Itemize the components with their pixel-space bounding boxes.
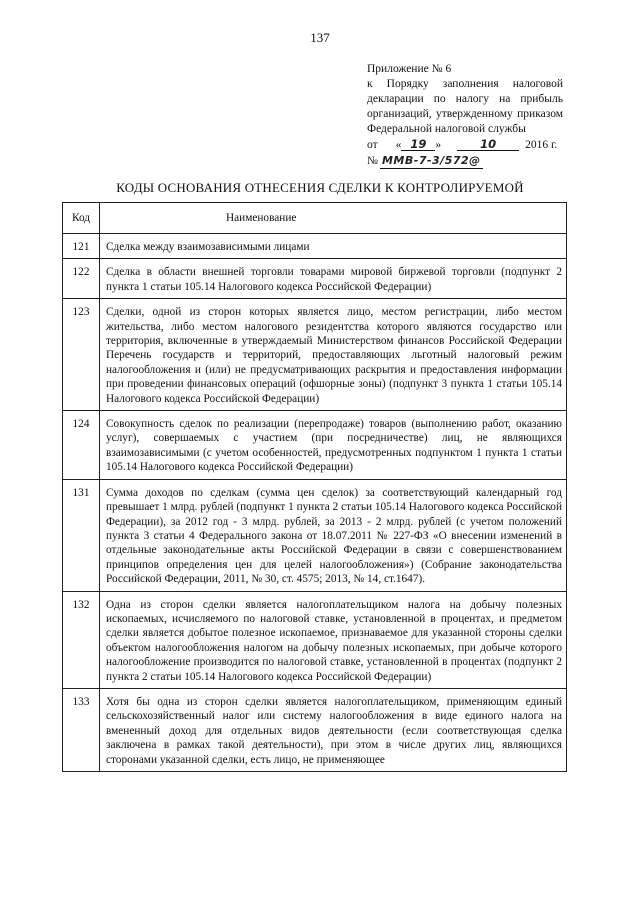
appendix-line-5: Федеральной налоговой службы	[367, 123, 526, 135]
table-row	[63, 688, 567, 771]
appendix-line-4: организаций, утвержденному приказом	[367, 108, 563, 120]
table-row	[63, 411, 567, 480]
order-prefix: №	[367, 155, 378, 167]
name-column-header: Наименование	[100, 203, 567, 234]
row-description: Сделка между взаимозависимыми лицами	[100, 234, 567, 259]
row-description: Сумма доходов по сделкам (сумма цен сделок) за соответствующий календарный год превышает 1 млрд. рублей (подпункт 1 пункта 2 статьи 105.14 Налогового кодекса Российской Федерации), за 2012 год - 3 млрд. рублей, за 2013 - 2 млрд. рублей (с учетом положений пункта 3 статьи 4 Федерального закона от 18.07.2011 № 227-ФЗ «О внесении изменений в отдельные законодательные акты Российской Федерации в связи с совершенствованием принципов определения цен для целей налогообложения») (Собрание законодательства Российской Федерации, 2011, № 30, ст. 4575; 2013, № 14, ст.1647).	[100, 479, 567, 591]
appendix-line-2: к Порядку заполнения налоговой	[367, 78, 563, 90]
date-year: 2016 г.	[525, 139, 558, 151]
table-row	[63, 591, 567, 688]
date-close-quote: »	[435, 139, 442, 151]
page-number: 137	[310, 30, 330, 45]
row-description: Совокупность сделок по реализации (перепродаже) товаров (выполнению работ, оказанию услуг), совершаемых с участием (при посредничестве) лиц, не являющихся взаимозависимыми (с учетом особенностей, предусмотренных подпунктом 1 пункта 1 статьи 105.14 Налогового кодекса Российской Федерации)	[100, 411, 567, 480]
row-code: 132	[63, 591, 100, 688]
row-code: 131	[63, 479, 100, 591]
date-day: 19	[401, 137, 435, 151]
date-open-quote: «	[395, 139, 402, 151]
table-row	[63, 479, 567, 591]
appendix-block	[367, 62, 563, 169]
appendix-line-3: декларации по налогу на прибыль	[367, 93, 563, 105]
date-prefix: от	[367, 139, 378, 151]
row-description: Хотя бы одна из сторон сделки является налогоплательщиком, применяющим единый сельскохозяйственный налог или систему налогообложения в виде единого налога на вмененный доход для отдельных видов деятельности (если соответствующая сделка заключена в рамках такой деятельности), при этом в числе других лиц, являющихся сторонами указанной сделки, есть лицо, не применяющее	[100, 688, 567, 771]
table-row	[63, 299, 567, 411]
table-row	[63, 259, 567, 299]
row-description: Сделка в области внешней торговли товарами мировой биржевой торговли (подпункт 2 пункта 1 статьи 105.14 Налогового кодекса Российской Федерации)	[100, 259, 567, 299]
order-number-line	[367, 153, 563, 169]
table-row	[63, 234, 567, 259]
date-month: 10	[457, 137, 519, 151]
document-title: КОДЫ ОСНОВАНИЯ ОТНЕСЕНИЯ СДЕЛКИ К КОНТРОЛИРУЕМОЙ	[116, 180, 524, 195]
row-description: Одна из сторон сделки является налогоплательщиком налога на добычу полезных ископаемых, исчисляемого по налоговой ставке, установленной в процентах, и предметом сделки является добытое полезное ископаемое, признаваемое для указанной стороны сделки объектом налогообложения налогом на добычу полезных ископаемых, при добыче которого налогообложение производится по налоговой ставке, установленной в процентах (подпункт 2 пункта 2 статьи 105.14 Налогового кодекса Российской Федерации)	[100, 591, 567, 688]
row-code: 123	[63, 299, 100, 411]
appendix-title: Приложение № 6	[367, 63, 452, 75]
row-code: 133	[63, 688, 100, 771]
row-code: 121	[63, 234, 100, 259]
row-description: Сделки, одной из сторон которых является лицо, местом регистрации, либо местом жительства, либо местом налогового резидентства которого являются государство или территория, включенные в утверждаемый Министерством финансов Российской Федерации Перечень государств и территорий, предоставляющих льготный налоговый режим налогообложения и (или) не предусматривающих раскрытия и предоставления информации при проведении финансовых операций (офшорные зоны) (подпункт 3 пункта 1 статьи 105.14 Налогового кодекса Российской Федерации)	[100, 299, 567, 411]
table-header-row	[63, 203, 567, 234]
code-column-header: Код	[63, 203, 100, 234]
order-date	[367, 137, 563, 153]
order-number: ММВ-7-3/572@	[381, 154, 481, 167]
row-code: 124	[63, 411, 100, 480]
row-code: 122	[63, 259, 100, 299]
codes-table	[62, 202, 567, 772]
